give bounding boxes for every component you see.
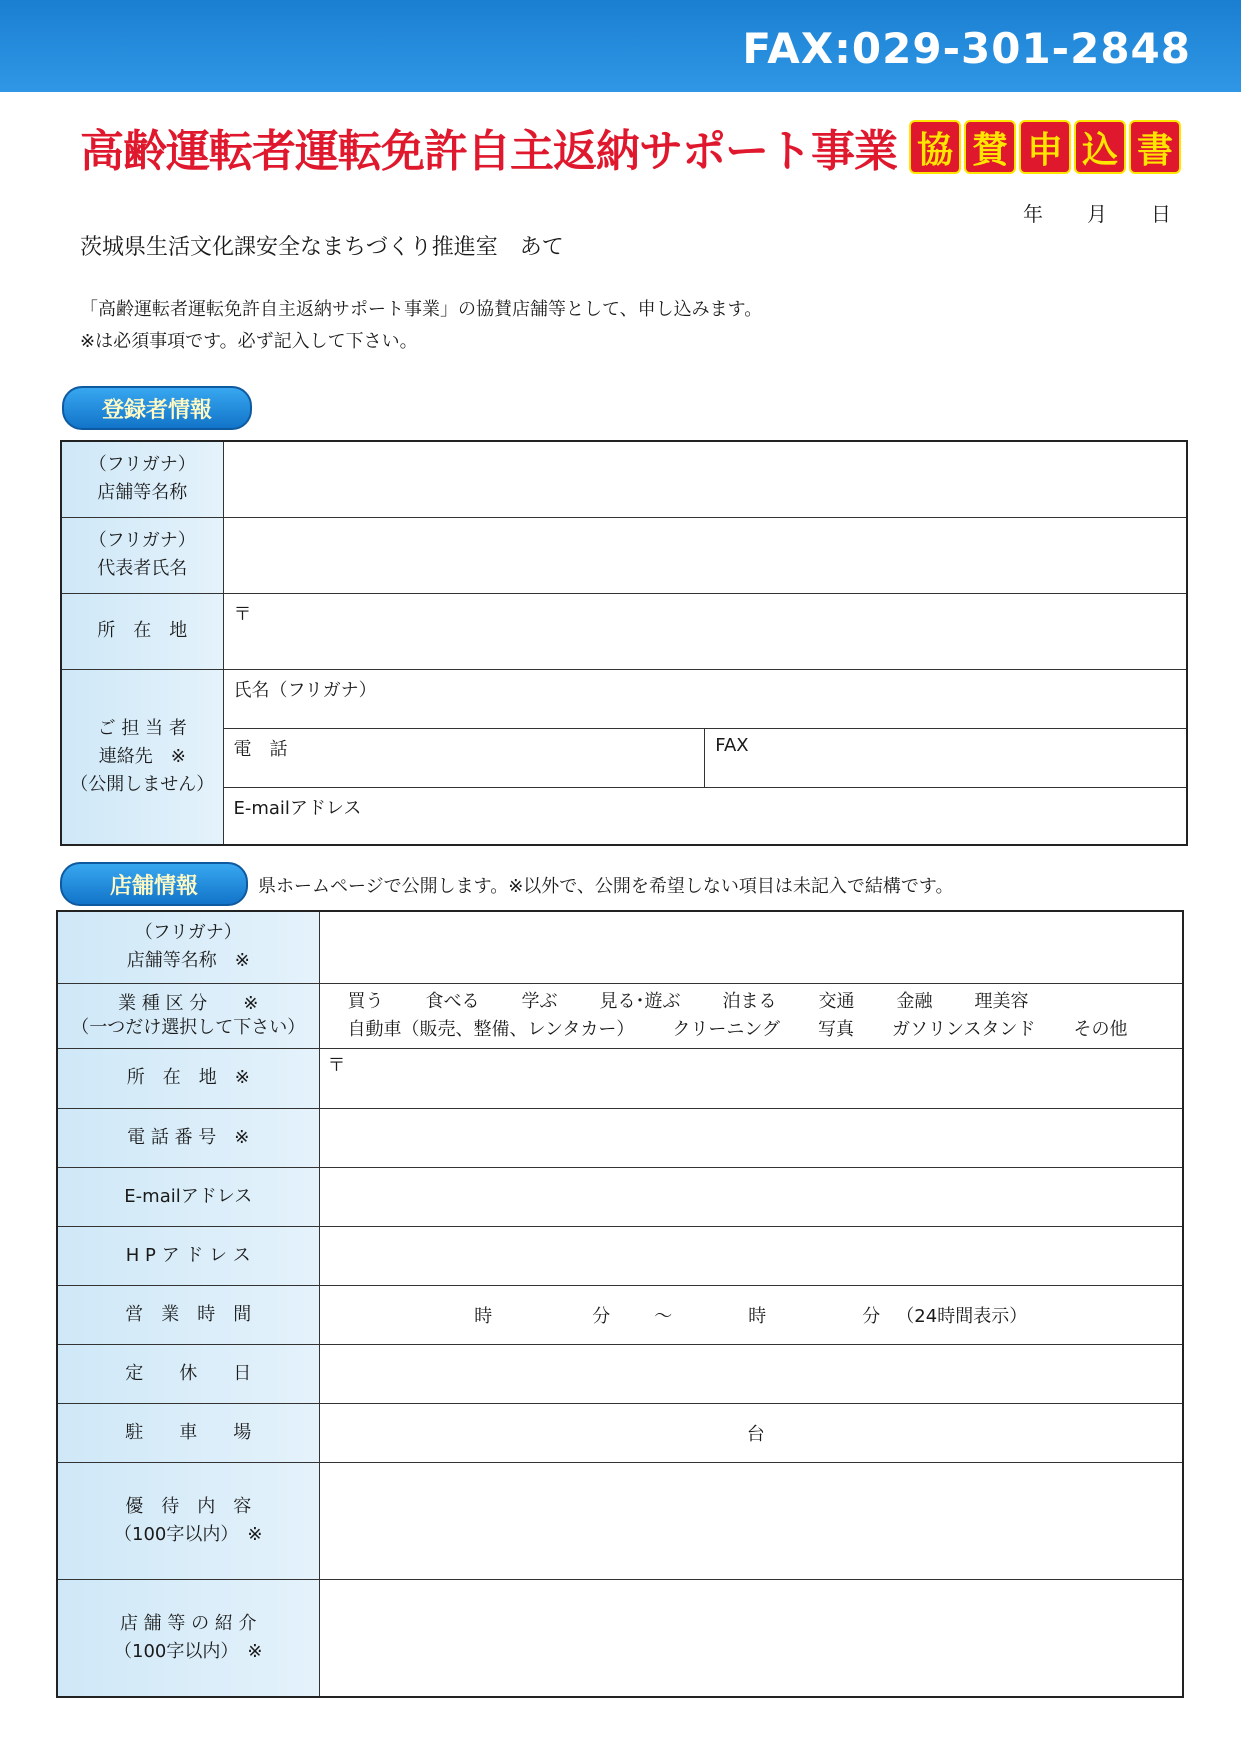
store-section-note: 県ホームページで公開します。※以外で、公開を希望しない項目は未記入で結構です。 bbox=[258, 876, 954, 897]
registrant-store-name-row bbox=[61, 441, 1187, 517]
store-name-label: （フリガナ） 店舗等名称 ※ bbox=[57, 911, 319, 983]
store-benefit-row bbox=[57, 1462, 1183, 1579]
industry-option-beauty[interactable]: 理美容 bbox=[974, 990, 1029, 1012]
industry-option-play[interactable]: 見る･遊ぶ bbox=[599, 990, 681, 1012]
industry-option-photo[interactable]: 写真 bbox=[817, 1018, 854, 1040]
industry-option-learn[interactable]: 学ぶ bbox=[521, 990, 558, 1012]
badge-sho: 書 bbox=[1129, 120, 1181, 174]
date-year: 年 bbox=[1023, 202, 1043, 226]
store-intro-label: 店 舗 等 の 紹 介 （100字以内） ※ bbox=[57, 1579, 319, 1697]
intro-text bbox=[80, 294, 762, 358]
store-name-input[interactable] bbox=[319, 911, 1183, 983]
store-hours-input[interactable]: 時 分 ～ 時 分 （24時間表示） bbox=[319, 1285, 1183, 1344]
contact-phone-input[interactable]: 電 話 bbox=[224, 729, 706, 787]
industry-option-car[interactable]: 自動車（販売、整備、レンタカー） bbox=[347, 1018, 635, 1040]
store-postal-mark: 〒 bbox=[327, 1054, 346, 1076]
store-location-row bbox=[57, 1048, 1183, 1108]
badge-komi: 込 bbox=[1074, 120, 1126, 174]
store-location-input[interactable] bbox=[319, 1048, 1183, 1108]
store-phone-row bbox=[57, 1108, 1183, 1167]
store-hp-input[interactable] bbox=[319, 1226, 1183, 1285]
registrant-section-label: 登録者情報 bbox=[62, 386, 252, 430]
industry-option-stay[interactable]: 泊まる bbox=[722, 990, 777, 1012]
industry-option-buy[interactable]: 買う bbox=[347, 990, 384, 1012]
industry-row bbox=[57, 983, 1183, 1048]
store-benefit-label: 優 待 内 容 （100字以内） ※ bbox=[57, 1462, 319, 1579]
intro-line-2: ※は必須事項です。必ず記入して下さい。 bbox=[80, 331, 418, 352]
registrant-contact-row bbox=[61, 669, 1187, 845]
store-hours-label: 営 業 時 間 bbox=[57, 1285, 319, 1344]
date-day: 日 bbox=[1151, 202, 1171, 226]
parking-unit: 台 bbox=[746, 1423, 765, 1445]
contact-name-input[interactable]: 氏名（フリガナ） bbox=[224, 670, 1187, 729]
title-badges bbox=[909, 120, 1181, 174]
store-holiday-input[interactable] bbox=[319, 1344, 1183, 1403]
registrant-rep-name-label: （フリガナ） 代表者氏名 bbox=[61, 517, 223, 593]
industry-option-finance[interactable]: 金融 bbox=[896, 990, 933, 1012]
industry-option-transport[interactable]: 交通 bbox=[818, 990, 855, 1012]
store-intro-row bbox=[57, 1579, 1183, 1697]
registrant-table bbox=[60, 440, 1188, 846]
store-location-label: 所 在 地 ※ bbox=[57, 1048, 319, 1108]
store-parking-label: 駐 車 場 bbox=[57, 1403, 319, 1462]
registrant-contact-label: ご 担 当 者 連絡先 ※ （公開しません） bbox=[61, 669, 223, 845]
industry-option-eat[interactable]: 食べる bbox=[425, 990, 480, 1012]
store-phone-input[interactable] bbox=[319, 1108, 1183, 1167]
page-title: 高齢運転者運転免許自主返納サポート事業 bbox=[80, 126, 897, 177]
registrant-rep-name-row bbox=[61, 517, 1187, 593]
date-month: 月 bbox=[1087, 202, 1107, 226]
store-intro-input[interactable] bbox=[319, 1579, 1183, 1697]
store-email-label: E-mailアドレス bbox=[57, 1167, 319, 1226]
store-parking-row bbox=[57, 1403, 1183, 1462]
registrant-store-name-label: （フリガナ） 店舗等名称 bbox=[61, 441, 223, 517]
store-hp-row bbox=[57, 1226, 1183, 1285]
registrant-location-input[interactable] bbox=[223, 593, 1187, 669]
badge-san: 賛 bbox=[964, 120, 1016, 174]
contact-fax-input[interactable]: FAX bbox=[715, 734, 749, 756]
intro-line-1: 「高齢運転者運転免許自主返納サポート事業」の協賛店舗等として、申し込みます。 bbox=[80, 299, 763, 320]
postal-mark: 〒 bbox=[233, 603, 252, 625]
store-hp-label: H P ア ド レ ス bbox=[57, 1226, 319, 1285]
store-holiday-label: 定 休 日 bbox=[57, 1344, 319, 1403]
addressee: 茨城県生活文化課安全なまちづくり推進室 あて bbox=[80, 235, 564, 260]
store-email-row bbox=[57, 1167, 1183, 1226]
header-bar bbox=[0, 0, 1241, 92]
industry-option-other[interactable]: その他 bbox=[1073, 1018, 1128, 1040]
store-holiday-row bbox=[57, 1344, 1183, 1403]
store-section-label: 店舗情報 bbox=[60, 862, 248, 906]
store-benefit-input[interactable] bbox=[319, 1462, 1183, 1579]
store-name-row bbox=[57, 911, 1183, 983]
industry-options bbox=[319, 983, 1183, 1048]
store-parking-input[interactable] bbox=[319, 1403, 1183, 1462]
industry-label: 業 種 区 分 ※ （一つだけ選択して下さい） bbox=[57, 983, 319, 1048]
registrant-location-row bbox=[61, 593, 1187, 669]
store-phone-label: 電 話 番 号 ※ bbox=[57, 1108, 319, 1167]
registrant-rep-name-input[interactable] bbox=[223, 517, 1187, 593]
registrant-location-label: 所 在 地 bbox=[61, 593, 223, 669]
store-table bbox=[56, 910, 1184, 1698]
date-field[interactable] bbox=[1023, 198, 1171, 227]
industry-option-cleaning[interactable]: クリーニング bbox=[672, 1018, 780, 1040]
registrant-store-name-input[interactable] bbox=[223, 441, 1187, 517]
store-email-input[interactable] bbox=[319, 1167, 1183, 1226]
title-row bbox=[80, 112, 1181, 182]
industry-option-gas[interactable]: ガソリンスタンド bbox=[891, 1018, 1036, 1040]
badge-shin: 申 bbox=[1019, 120, 1071, 174]
fax-number: FAX:029-301-2848 bbox=[742, 24, 1191, 73]
contact-email-input[interactable]: E-mailアドレス bbox=[233, 797, 362, 819]
badge-kyo: 協 bbox=[909, 120, 961, 174]
store-hours-row bbox=[57, 1285, 1183, 1344]
